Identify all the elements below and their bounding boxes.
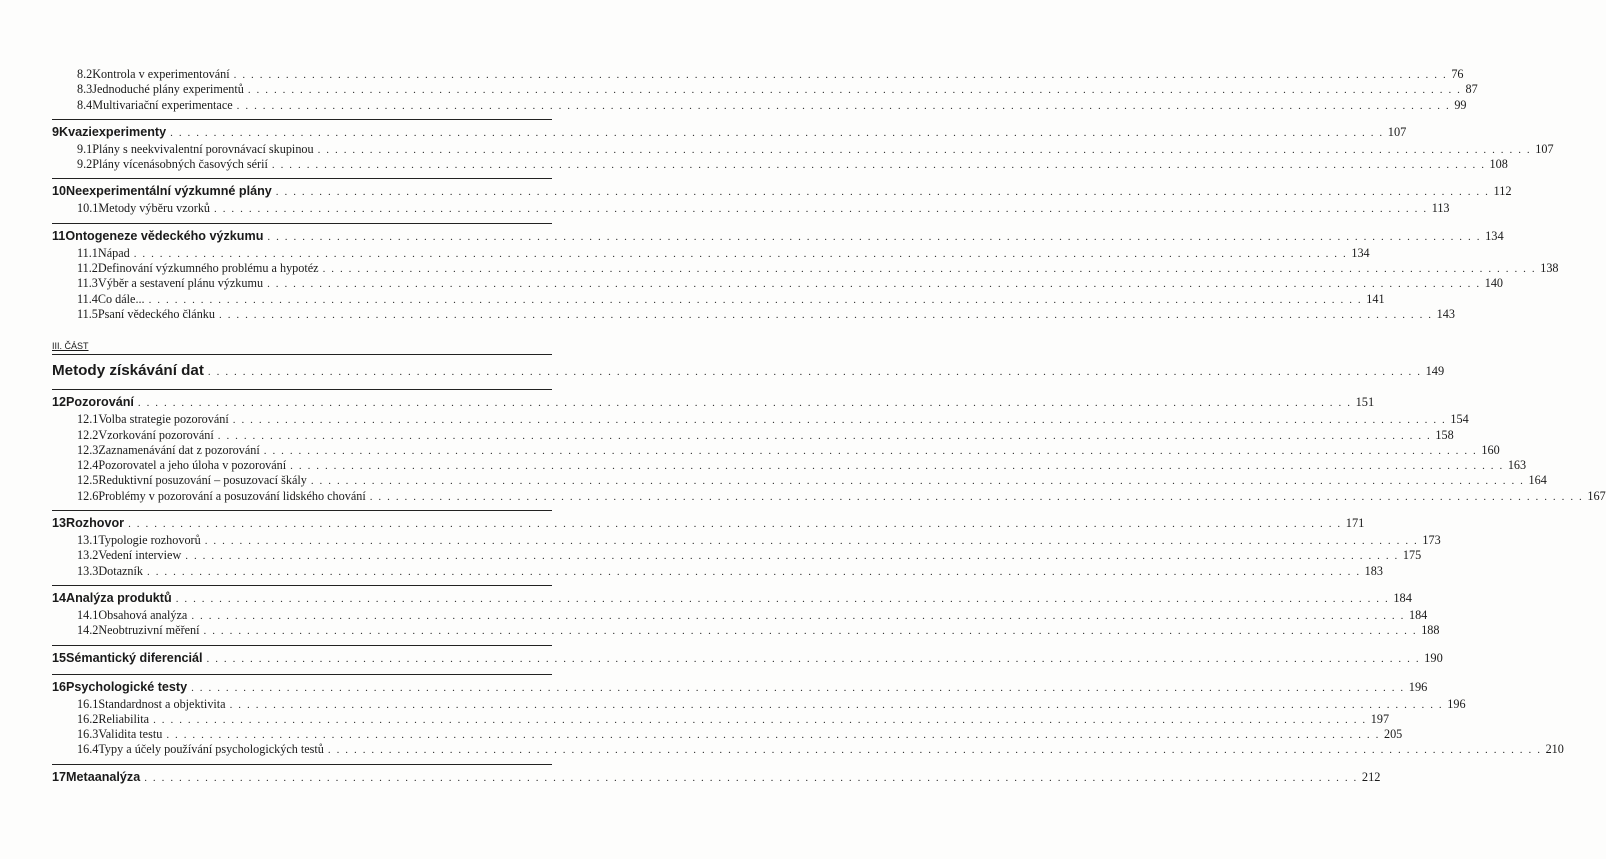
toc-part-entry	[52, 354, 1445, 383]
entry-title: Neobtruzivní měření	[98, 623, 200, 638]
entry-title: Kontrola v experimentování	[92, 67, 230, 81]
toc-section-entry	[52, 533, 1441, 548]
entry-number: 14	[52, 590, 67, 605]
entry-title: Plány s neekvivalentní porovnávací skupinou	[92, 141, 314, 156]
entry-title: Typologie rozhovorů	[98, 533, 201, 548]
page-number: 175	[1402, 548, 1422, 563]
entry-title: Reliabilita	[98, 711, 150, 726]
toc-chapter-entry	[52, 585, 1412, 608]
entry-number: 12.5	[77, 473, 99, 488]
entry-title: Vedení interview	[98, 548, 182, 563]
entry-title: Metaanalýza	[66, 769, 141, 784]
dot-leader: . . . . . . . . . . . . . . . . . . . . . . . . . . . . . . . . . . . . . . . . . . . . . . . . . . . . . . . . . . . . . . . . . . . . . . . . . . . . . . . . . . . . . . . . . . . . . . . . . . . . . . . . . . . . . . . . . . . . . . . . . . . . . . . . . . . . . . . . . . . .	[166, 729, 1380, 742]
page-number: 151	[1355, 395, 1375, 410]
entry-title: Neexperimentální výzkumné plány	[66, 184, 272, 199]
dot-leader: . . . . . . . . . . . . . . . . . . . . . . . . . . . . . . . . . . . . . . . . . . . . . . . . . . . . . . . . . . . . . . . . . . . . . . . . . . . . . . . . . . . . . . . . . . . . . . . . . . . . . . . . . . . . . . . . . . . . . . . . . . . . . . . . . . . . . . . . . . . .	[204, 535, 1419, 548]
toc-section-entry	[52, 742, 1564, 757]
dot-leader: . . . . . . . . . . . . . . . . . . . . . . . . . . . . . . . . . . . . . . . . . . . . . . . . . . . . . . . . . . . . . . . . . . . . . . . . . . . . . . . . . . . . . . . . . . . . . . . . . . . . . . . . . . . . . . . . . . . . . . . . . . . . . . . . . . . . . . . . . . . .	[175, 592, 1390, 605]
toc-chapter-entry	[52, 645, 1443, 668]
entry-number: 13.2	[77, 548, 99, 563]
entry-number: 16.4	[77, 742, 99, 757]
page-number: 134	[1485, 228, 1504, 243]
toc-section-entry	[52, 291, 1385, 307]
entry-number: 12.2	[77, 427, 99, 442]
toc-section-entry	[52, 711, 1390, 727]
toc-section-entry	[52, 141, 1554, 157]
toc-section-entry	[52, 97, 1467, 113]
entry-title: Metody výběru vzorků	[98, 201, 211, 216]
toc-section-entry	[52, 82, 1478, 97]
toc-chapter-entry	[52, 510, 1365, 533]
dot-leader: . . . . . . . . . . . . . . . . . . . . . . . . . . . . . . . . . . . . . . . . . . . . . . . . . . . . . . . . . . . . . . . . . . . . . . . . . . . . . . . . . . . . . . . . . . . . . . . . . . . . . . . . . . . . . . . . . . . . . . . . . . . . . . . . . . . . . . . . . . . .	[144, 771, 1358, 784]
toc-section-entry	[52, 548, 1422, 563]
page-number: 167	[1587, 488, 1606, 503]
toc-section-entry	[52, 563, 1383, 579]
dot-leader: . . . . . . . . . . . . . . . . . . . . . . . . . . . . . . . . . . . . . . . . . . . . . . . . . . . . . . . . . . . . . . . . . . . . . . . . . . . . . . . . . . . . . . . . . . . . . . . . . . . . . . . . . . . . . . . . . . . . . . . . . . . . . . . . . . . . . . . . . . . .	[233, 69, 1448, 81]
dot-leader: . . . . . . . . . . . . . . . . . . . . . . . . . . . . . . . . . . . . . . . . . . . . . . . . . . . . . . . . . . . . . . . . . . . . . . . . . . . . . . . . . . . . . . . . . . . . . . . . . . . . . . . . . . . . . . . . . . . . . . . . . . . . . . . . . . . . . . . . . . . .	[247, 84, 1462, 97]
dot-leader: . . . . . . . . . . . . . . . . . . . . . . . . . . . . . . . . . . . . . . . . . . . . . . . . . . . . . . . . . . . . . . . . . . . . . . . . . . . . . . . . . . . . . . . . . . . . . . . . . . . . . . . . . . . . . . . . . . . . . . . . . . . . . . . . . . . . . . . . . . . .	[236, 99, 1451, 112]
entry-title: Pozorovatel a jeho úloha v pozorování	[98, 458, 287, 473]
entry-title: Výběr a sestavení plánu výzkumu	[97, 276, 264, 291]
page-number: 183	[1364, 563, 1383, 578]
page-number: 158	[1435, 427, 1454, 442]
toc-chapter-entry	[52, 674, 1428, 697]
toc-section-entry	[52, 696, 1466, 712]
toc-section-entry	[52, 412, 1469, 427]
page-number: 184	[1393, 590, 1412, 605]
page-number: 113	[1431, 201, 1450, 216]
entry-title: Sémantický diferenciál	[66, 650, 203, 665]
entry-title: Multivariační experimentace	[92, 97, 233, 112]
page-number: 173	[1422, 533, 1441, 548]
page-number: 190	[1424, 650, 1443, 665]
entry-title: Jednoduché plány experimentů	[92, 82, 244, 97]
toc-section-entry	[52, 306, 1455, 322]
toc-section-entry	[52, 623, 1440, 638]
dot-leader: . . . . . . . . . . . . . . . . . . . . . . . . . . . . . . . . . . . . . . . . . . . . . . . . . . . . . . . . . . . . . . . . . . . . . . . . . . . . . . . . . . . . . . . . . . . . . . . . . . . . . . . . . . . . . . . . . . . . . . . . . . . . . . . . . . . . . . . . . . . .	[128, 518, 1342, 531]
entry-number: 11.4	[77, 291, 98, 306]
toc-chapter-entry	[52, 389, 1375, 412]
entry-number: 12.4	[77, 458, 99, 473]
entry-number: 14.1	[77, 607, 99, 622]
toc-section-entry	[52, 473, 1547, 488]
dot-leader: . . . . . . . . . . . . . . . . . . . . . . . . . . . . . . . . . . . . . . . . . . . . . . . . . . . . . . . . . . . . . . . . . . . . . . . . . . . . . . . . . . . . . . . . . . . . . . . . . . . . . . . . . . . . . . . . . . . . . . . . . . . . . . . . . . . . . . . . . . . .	[203, 625, 1418, 638]
toc-section-entry	[52, 157, 1508, 172]
dot-leader: . . . . . . . . . . . . . . . . . . . . . . . . . . . . . . . . . . . . . . . . . . . . . . . . . . . . . . . . . . . . . . . . . . . . . . . . . . . . . . . . . . . . . . . . . . . . . . . . . . . . . . . . . . . . . . . . . . . . . . . . . . . . . . . . . . . . . . . . . . . .	[133, 247, 1348, 260]
dot-leader: . . . . . . . . . . . . . . . . . . . . . . . . . . . . . . . . . . . . . . . . . . . . . . . . . . . . . . . . . . . . . . . . . . . . . . . . . . . . . . . . . . . . . . . . . . . . . . . . . . . . . . . . . . . . . . . . . . . . . . . . . . . . . . . . . . . . . . . . . . . .	[263, 444, 1478, 457]
page-number: 76	[1451, 67, 1464, 81]
page-number: 138	[1540, 261, 1559, 276]
entry-title: Standardnost a objektivita	[98, 696, 226, 711]
entry-number: 16.1	[77, 696, 99, 711]
entry-number: 12	[52, 395, 67, 410]
dot-leader: . . . . . . . . . . . . . . . . . . . . . . . . . . . . . . . . . . . . . . . . . . . . . . . . . . . . . . . . . . . . . . . . . . . . . . . . . . . . . . . . . . . . . . . . . . . . . . . . . . . . . . . . . . . . . . . . . . . . . . . . . . . . . . . . . . . . . . . . . . . .	[191, 609, 1405, 622]
dot-leader: . . . . . . . . . . . . . . . . . . . . . . . . . . . . . . . . . . . . . . . . . . . . . . . . . . . . . . . . . . . . . . . . . . . . . . . . . . . . . . . . . . . . . . . . . . . . . . . . . . . . . . . . . . . . . . . . . . . . . . . . . . . . . . . . . . . . . . . . . . . .	[322, 263, 1537, 276]
page-number: 107	[1535, 141, 1554, 156]
toc-chapter-entry	[52, 119, 1407, 142]
toc-section-entry	[52, 427, 1454, 443]
toc-section-entry	[52, 261, 1559, 276]
entry-number: 15	[52, 650, 67, 665]
entry-number: 10.1	[77, 201, 99, 216]
entry-title: Zaznamenávání dat z pozorování	[98, 442, 260, 457]
page-number: 140	[1484, 276, 1503, 291]
table-of-contents	[52, 67, 1606, 787]
dot-leader: . . . . . . . . . . . . . . . . . . . . . . . . . . . . . . . . . . . . . . . . . . . . . . . . . . . . . . . . . . . . . . . . . . . . . . . . . . . . . . . . . . . . . . . . . . . . . . . . . . . . . . . . . . . . . . . . . . . . . . . . . . . . . . . . . . . . . . . . . . . .	[153, 713, 1367, 726]
dot-leader: . . . . . . . . . . . . . . . . . . . . . . . . . . . . . . . . . . . . . . . . . . . . . . . . . . . . . . . . . . . . . . . . . . . . . . . . . . . . . . . . . . . . . . . . . . . . . . . . . . . . . . . . . . . . . . . . . . . . . . . . . . . . . . . . . . . . . . . . . . . .	[310, 475, 1525, 488]
dot-leader: . . . . . . . . . . . . . . . . . . . . . . . . . . . . . . . . . . . . . . . . . . . . . . . . . . . . . . . . . . . . . . . . . . . . . . . . . . . . . . . . . . . . . . . . . . . . . . . . . . . . . . . . . . . . . . . . . . . . . . . . . . . . . . . . . . . . . . . . . . . .	[369, 490, 1584, 503]
dot-leader: . . . . . . . . . . . . . . . . . . . . . . . . . . . . . . . . . . . . . . . . . . . . . . . . . . . . . . . . . . . . . . . . . . . . . . . . . . . . . . . . . . . . . . . . . . . . . . . . . . . . . . . . . . . . . . . . . . . . . . . . . . . . . . . . . . . . . . . . . . . .	[317, 143, 1532, 156]
page-number: 196	[1447, 696, 1466, 711]
entry-title: Validita testu	[98, 727, 163, 742]
entry-number: 14.2	[77, 623, 99, 638]
page-number: 87	[1465, 82, 1478, 97]
page-number: 197	[1370, 711, 1390, 726]
dot-leader: . . . . . . . . . . . . . . . . . . . . . . . . . . . . . . . . . . . . . . . . . . . . . . . . . . . . . . . . . . . . . . . . . . . . . . . . . . . . . . . . . . . . . . . . . . . . . . . . . . . . . . . . . . . . . . . . . . . . . . . . . . . . . . . . . . . . . . . . . . . .	[185, 550, 1399, 563]
dot-leader: . . . . . . . . . . . . . . . . . . . . . . . . . . . . . . . . . . . . . . . . . . . . . . . . . . . . . . . . . . . . . . . . . . . . . . . . . . . . . . . . . . . . . . . . . . . . . . . . . . . . . . . . . . . . . . . . . . . . . . . . . . . . . . . . . . . . . . . . . . . .	[217, 429, 1432, 442]
entry-number: 9	[52, 124, 60, 139]
entry-number: 11.3	[77, 276, 98, 291]
page-number: 99	[1454, 97, 1467, 112]
entry-number: 11	[52, 228, 66, 243]
entry-number: 12.3	[77, 442, 99, 457]
page-number: 160	[1481, 442, 1500, 457]
dot-leader: . . . . . . . . . . . . . . . . . . . . . . . . . . . . . . . . . . . . . . . . . . . . . . . . . . . . . . . . . . . . . . . . . . . . . . . . . . . . . . . . . . . . . . . . . . . . . . . . . . . . . . . . . . . . . . . . . . . . . . . . . . . . . . . . . . . . . . . . . . . .	[148, 293, 1363, 306]
entry-number: 8.2	[77, 67, 93, 81]
page-number: 143	[1436, 306, 1455, 321]
entry-number: 11.2	[77, 261, 98, 276]
page-number: 196	[1408, 679, 1428, 694]
toc-chapter-entry	[52, 178, 1512, 201]
dot-leader: . . . . . . . . . . . . . . . . . . . . . . . . . . . . . . . . . . . . . . . . . . . . . . . . . . . . . . . . . . . . . . . . . . . . . . . . . . . . . . . . . . . . . . . . . . . . . . . . . . . . . . . . . . . . . . . . . . . . . . . . . . . . . . . . . . . . . . . . . . . .	[271, 159, 1486, 172]
dot-leader: . . . . . . . . . . . . . . . . . . . . . . . . . . . . . . . . . . . . . . . . . . . . . . . . . . . . . . . . . . . . . . . . . . . . . . . . . . . . . . . . . . . . . . . . . . . . . . . . . . . . . . . . . . . . . . . . . . . . . . . . . . . . . . . . . . . . . . . . . . . .	[206, 652, 1421, 665]
entry-title: Nápad	[97, 245, 130, 260]
dot-leader: . . . . . . . . . . . . . . . . . . . . . . . . . . . . . . . . . . . . . . . . . . . . . . . . . . . . . . . . . . . . . . . . . . . . . . . . . . . . . . . . . . . . . . . . . . . . . . . . . . . . . . . . . . . . . . . . . . . . . . . . . . . . . . . . . . . . . . . . . . . .	[219, 308, 1433, 321]
entry-title: Psychologické testy	[66, 679, 188, 694]
dot-leader: . . . . . . . . . . . . . . . . . . . . . . . . . . . . . . . . . . . . . . . . . . . . . . . . . . . . . . . . . . . . . . . . . . . . . . . . . . . . . . . . . . . . . . . . . . . . . . . . . . . . . . . . . . . . . . . . . . . . . . . . . . . . . . . . . . . . . . . . . . . .	[170, 126, 1384, 139]
toc-section-entry	[52, 201, 1450, 216]
toc-section-entry	[52, 245, 1370, 261]
entry-number: 11.1	[77, 245, 98, 260]
toc-section-entry	[52, 276, 1503, 291]
entry-title: Typy a účely používání psychologických testů	[98, 742, 324, 757]
page-number: 164	[1528, 473, 1547, 488]
entry-title: Kvaziexperimenty	[59, 124, 167, 139]
entry-title: Problémy v pozorování a posuzování lidského chování	[98, 488, 366, 503]
page-number: 171	[1345, 516, 1365, 531]
page-number: 163	[1507, 458, 1527, 473]
entry-title: Metody získávání dat	[52, 362, 204, 380]
entry-number: 17	[52, 769, 67, 784]
dot-leader: . . . . . . . . . . . . . . . . . . . . . . . . . . . . . . . . . . . . . . . . . . . . . . . . . . . . . . . . . . . . . . . . . . . . . . . . . . . . . . . . . . . . . . . . . . . . . . . . . . . . . . . . . . . . . . . . . . . . . . . . . . . . . . . . . . . . . . . . . . . .	[267, 278, 1481, 291]
entry-number: 9.1	[77, 141, 93, 156]
toc-section-entry	[52, 458, 1527, 473]
page-number: 149	[1425, 364, 1445, 379]
dot-leader: . . . . . . . . . . . . . . . . . . . . . . . . . . . . . . . . . . . . . . . . . . . . . . . . . . . . . . . . . . . . . . . . . . . . . . . . . . . . . . . . . . . . . . . . . . . . . . . . . . . . . . . . . . . . . . . . . . . . . . . . . . . . . . . . . . . . . . . . . . . .	[229, 698, 1444, 711]
dot-leader: . . . . . . . . . . . . . . . . . . . . . . . . . . . . . . . . . . . . . . . . . . . . . . . . . . . . . . . . . . . . . . . . . . . . . . . . . . . . . . . . . . . . . . . . . . . . . . . . . . . . . . . . . . . . . . . . . . . . . . . . . . . . . . . . . . . . . . . . . . . .	[191, 681, 1405, 694]
part-label: III. ČÁST	[52, 341, 89, 352]
dot-leader: . . . . . . . . . . . . . . . . . . . . . . . . . . . . . . . . . . . . . . . . . . . . . . . . . . . . . . . . . . . . . . . . . . . . . . . . . . . . . . . . . . . . . . . . . . . . . . . . . . . . . . . . . . . . . . . . . . . . . . . . . . . . . . . . . . . . . . . . . . . .	[137, 397, 1352, 410]
entry-title: Volba strategie pozorování	[98, 412, 229, 427]
entry-title: Psaní vědeckého článku	[97, 306, 215, 321]
entry-number: 8.3	[77, 82, 93, 97]
toc-section-entry	[52, 488, 1606, 504]
page-number: 112	[1493, 184, 1512, 199]
page-number: 154	[1450, 412, 1469, 427]
entry-number: 13	[52, 516, 67, 531]
page-number: 210	[1545, 742, 1564, 757]
dot-leader: . . . . . . . . . . . . . . . . . . . . . . . . . . . . . . . . . . . . . . . . . . . . . . . . . . . . . . . . . . . . . . . . . . . . . . . . . . . . . . . . . . . . . . . . . . . . . . . . . . . . . . . . . . . . . . . . . . . . . . . . . . . . . . . . . . . . . . . . . . . .	[327, 744, 1542, 757]
entry-title: Obsahová analýza	[98, 607, 188, 622]
entry-number: 8.4	[77, 97, 93, 112]
entry-title: Reduktivní posuzování – posuzovací škály	[98, 473, 307, 488]
entry-number: 12.6	[77, 488, 99, 503]
dot-leader: . . . . . . . . . . . . . . . . . . . . . . . . . . . . . . . . . . . . . . . . . . . . . . . . . . . . . . . . . . . . . . . . . . . . . . . . . . . . . . . . . . . . . . . . . . . . . . . . . . . . . . . . . . . . . . . . . . . . . . . . . . . . . . . . . . . . . . . . . . . .	[147, 565, 1361, 578]
entry-title: Plány vícenásobných časových sérií	[92, 157, 268, 172]
dot-leader: . . . . . . . . . . . . . . . . . . . . . . . . . . . . . . . . . . . . . . . . . . . . . . . . . . . . . . . . . . . . . . . . . . . . . . . . . . . . . . . . . . . . . . . . . . . . . . . . . . . . . . . . . . . . . . . . . . . . . . . . . . . . . . . . . . . . . . . . . . . .	[267, 230, 1482, 243]
toc-section-entry	[52, 442, 1500, 458]
entry-title: Ontogeneze vědeckého výzkumu	[65, 228, 264, 243]
toc-chapter-entry	[52, 764, 1381, 787]
page-number: 212	[1361, 769, 1381, 784]
dot-leader: . . . . . . . . . . . . . . . . . . . . . . . . . . . . . . . . . . . . . . . . . . . . . . . . . . . . . . . . . . . . . . . . . . . . . . . . . . . . . . . . . . . . . . . . . . . . . . . . . . . . . . . . . . . . . . . . . . . . . . . . . . . . . . . . . . . . . . . . . . . .	[207, 366, 1422, 379]
page-number: 141	[1366, 291, 1385, 306]
page-number: 205	[1383, 727, 1403, 742]
entry-number: 16.2	[77, 711, 99, 726]
entry-title: Vzorkování pozorování	[98, 427, 214, 442]
entry-title: Co dále...	[97, 291, 145, 306]
entry-title: Definování výzkumného problému a hypotéz	[97, 261, 319, 276]
toc-section-entry	[52, 607, 1428, 623]
entry-number: 10	[52, 184, 67, 199]
toc-section-entry	[52, 67, 1464, 82]
page-number: 188	[1421, 623, 1440, 638]
entry-number: 11.5	[77, 306, 98, 321]
entry-title: Analýza produktů	[66, 590, 172, 605]
page-number: 184	[1408, 607, 1428, 622]
page-number: 108	[1489, 157, 1508, 172]
dot-leader: . . . . . . . . . . . . . . . . . . . . . . . . . . . . . . . . . . . . . . . . . . . . . . . . . . . . . . . . . . . . . . . . . . . . . . . . . . . . . . . . . . . . . . . . . . . . . . . . . . . . . . . . . . . . . . . . . . . . . . . . . . . . . . . . . . . . . . . . . . . .	[214, 203, 1428, 216]
page-number: 134	[1351, 245, 1370, 260]
entry-title: Dotazník	[98, 563, 144, 578]
dot-leader: . . . . . . . . . . . . . . . . . . . . . . . . . . . . . . . . . . . . . . . . . . . . . . . . . . . . . . . . . . . . . . . . . . . . . . . . . . . . . . . . . . . . . . . . . . . . . . . . . . . . . . . . . . . . . . . . . . . . . . . . . . . . . . . . . . . . . . . . . . . .	[275, 186, 1490, 199]
entry-number: 16	[52, 679, 67, 694]
entry-title: Pozorování	[66, 395, 134, 410]
entry-number: 13.3	[77, 563, 99, 578]
toc-chapter-entry	[52, 223, 1504, 246]
entry-number: 16.3	[77, 727, 99, 742]
entry-number: 13.1	[77, 533, 99, 548]
toc-section-entry	[52, 727, 1403, 742]
entry-number: 12.1	[77, 412, 99, 427]
entry-title: Rozhovor	[66, 516, 125, 531]
dot-leader: . . . . . . . . . . . . . . . . . . . . . . . . . . . . . . . . . . . . . . . . . . . . . . . . . . . . . . . . . . . . . . . . . . . . . . . . . . . . . . . . . . . . . . . . . . . . . . . . . . . . . . . . . . . . . . . . . . . . . . . . . . . . . . . . . . . . . . . . . . . .	[232, 414, 1447, 427]
page-number: 107	[1387, 124, 1407, 139]
dot-leader: . . . . . . . . . . . . . . . . . . . . . . . . . . . . . . . . . . . . . . . . . . . . . . . . . . . . . . . . . . . . . . . . . . . . . . . . . . . . . . . . . . . . . . . . . . . . . . . . . . . . . . . . . . . . . . . . . . . . . . . . . . . . . . . . . . . . . . . . . . . .	[290, 460, 1504, 473]
entry-number: 9.2	[77, 157, 93, 172]
